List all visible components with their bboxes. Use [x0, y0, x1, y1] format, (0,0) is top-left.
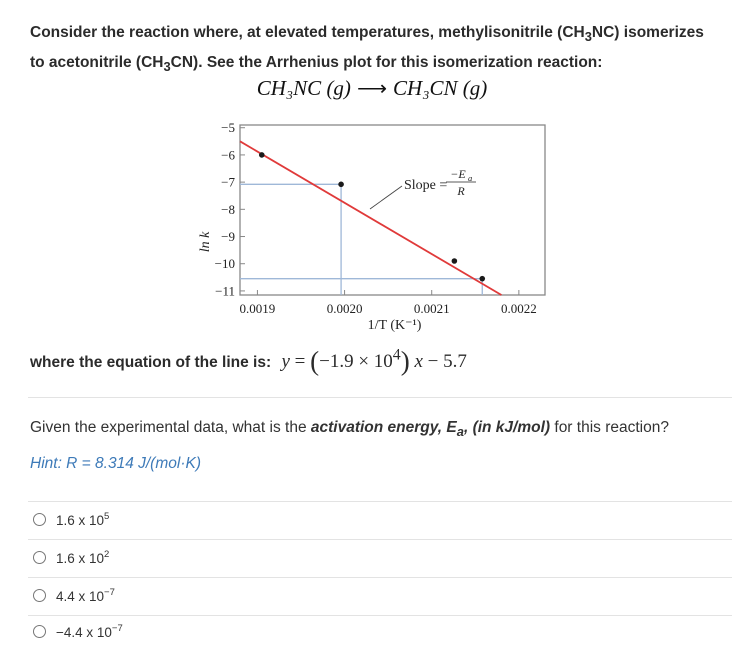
- intro-text-3: CN). See the Arrhenius plot for this isomerization reaction:: [170, 54, 603, 72]
- x-tick-label: 0.0020: [326, 301, 363, 316]
- option-label: 4.4 x $10^{-7}$: [56, 586, 115, 604]
- reaction-arrow: ⟶: [356, 76, 388, 100]
- question-prefix: Given the experimental data, what is the: [30, 419, 311, 436]
- x-axis-label: 1/T (K⁻¹): [367, 318, 422, 333]
- divider: [28, 501, 732, 502]
- y-tick-label: −11: [215, 283, 235, 299]
- y-tick-label: −7: [221, 174, 235, 190]
- x-tick-label: 0.0021: [413, 301, 450, 316]
- y-tick-label: −8: [221, 201, 235, 217]
- divider: [28, 615, 732, 616]
- eq-coef: −1.9 × 10: [319, 351, 393, 372]
- slope-label: Slope =: [404, 178, 448, 193]
- radio-button[interactable]: [33, 625, 46, 638]
- divider: [28, 397, 732, 398]
- answer-option-3[interactable]: [33, 584, 115, 606]
- x-tick-label: 0.0019: [239, 301, 276, 316]
- hint-text: Hint: R = 8.314 J/(mol·K): [30, 455, 201, 472]
- eq-close-paren: ): [400, 346, 410, 376]
- data-point-3: [452, 258, 458, 264]
- divider: [28, 539, 732, 540]
- y-tick-label: −5: [221, 120, 235, 136]
- equation-math: [281, 346, 467, 376]
- eq-open-paren: (: [310, 346, 320, 376]
- equation-label: where the equation of the line is:: [30, 354, 272, 371]
- product: CH₃CN (g): [393, 76, 488, 100]
- y-tick-label: −10: [214, 256, 235, 272]
- radio-button[interactable]: [33, 551, 46, 564]
- divider: [28, 577, 732, 578]
- question-suffix: for this reaction?: [550, 419, 669, 436]
- y-axis-label: ln k: [198, 231, 213, 253]
- intro-sub-2: 3: [163, 59, 171, 75]
- eq-tail: − 5.7: [422, 351, 467, 372]
- data-point-4: [479, 276, 485, 282]
- answer-option-2[interactable]: [33, 546, 109, 568]
- answer-option-4[interactable]: [33, 620, 123, 642]
- option-label: −4.4 x $10^{-7}$: [56, 622, 123, 640]
- y-tick-label: −6: [221, 147, 235, 163]
- eq-exp: 4: [392, 346, 401, 364]
- data-point-2: [338, 181, 344, 187]
- option-label: 1.6 x $10^2$: [56, 548, 110, 566]
- slope-denominator: R: [457, 184, 465, 198]
- y-tick-label: −9: [221, 229, 235, 245]
- intro-sub-1: 3: [584, 29, 592, 45]
- question-emph: activation energy, $E_a$, (in kJ/mol): [310, 419, 551, 440]
- intro-text-2: NC) isomerizes to acetonitrile (CH: [30, 24, 704, 72]
- line-equation: [30, 346, 467, 377]
- plot-frame: [240, 125, 545, 295]
- reactant: CH₃NC (g): [256, 76, 351, 100]
- slope-numerator: −E: [450, 167, 466, 181]
- answer-option-1[interactable]: [33, 508, 109, 530]
- radio-button[interactable]: [33, 589, 46, 602]
- option-label: 1.6 x $10^5$: [56, 510, 110, 528]
- data-point-1: [259, 152, 265, 158]
- eq-y: y: [281, 351, 290, 372]
- intro-text-1: Consider the reaction where, at elevated temperatures, methylisonitrile (CH: [30, 24, 585, 41]
- eq-x: x: [414, 351, 423, 372]
- question-emph-sub: a: [456, 424, 464, 440]
- radio-button[interactable]: [33, 513, 46, 526]
- x-tick-label: 0.0022: [500, 301, 537, 316]
- slope-numerator-sub: a: [468, 173, 473, 183]
- question-text: [30, 419, 669, 439]
- eq-equals: =: [289, 351, 311, 372]
